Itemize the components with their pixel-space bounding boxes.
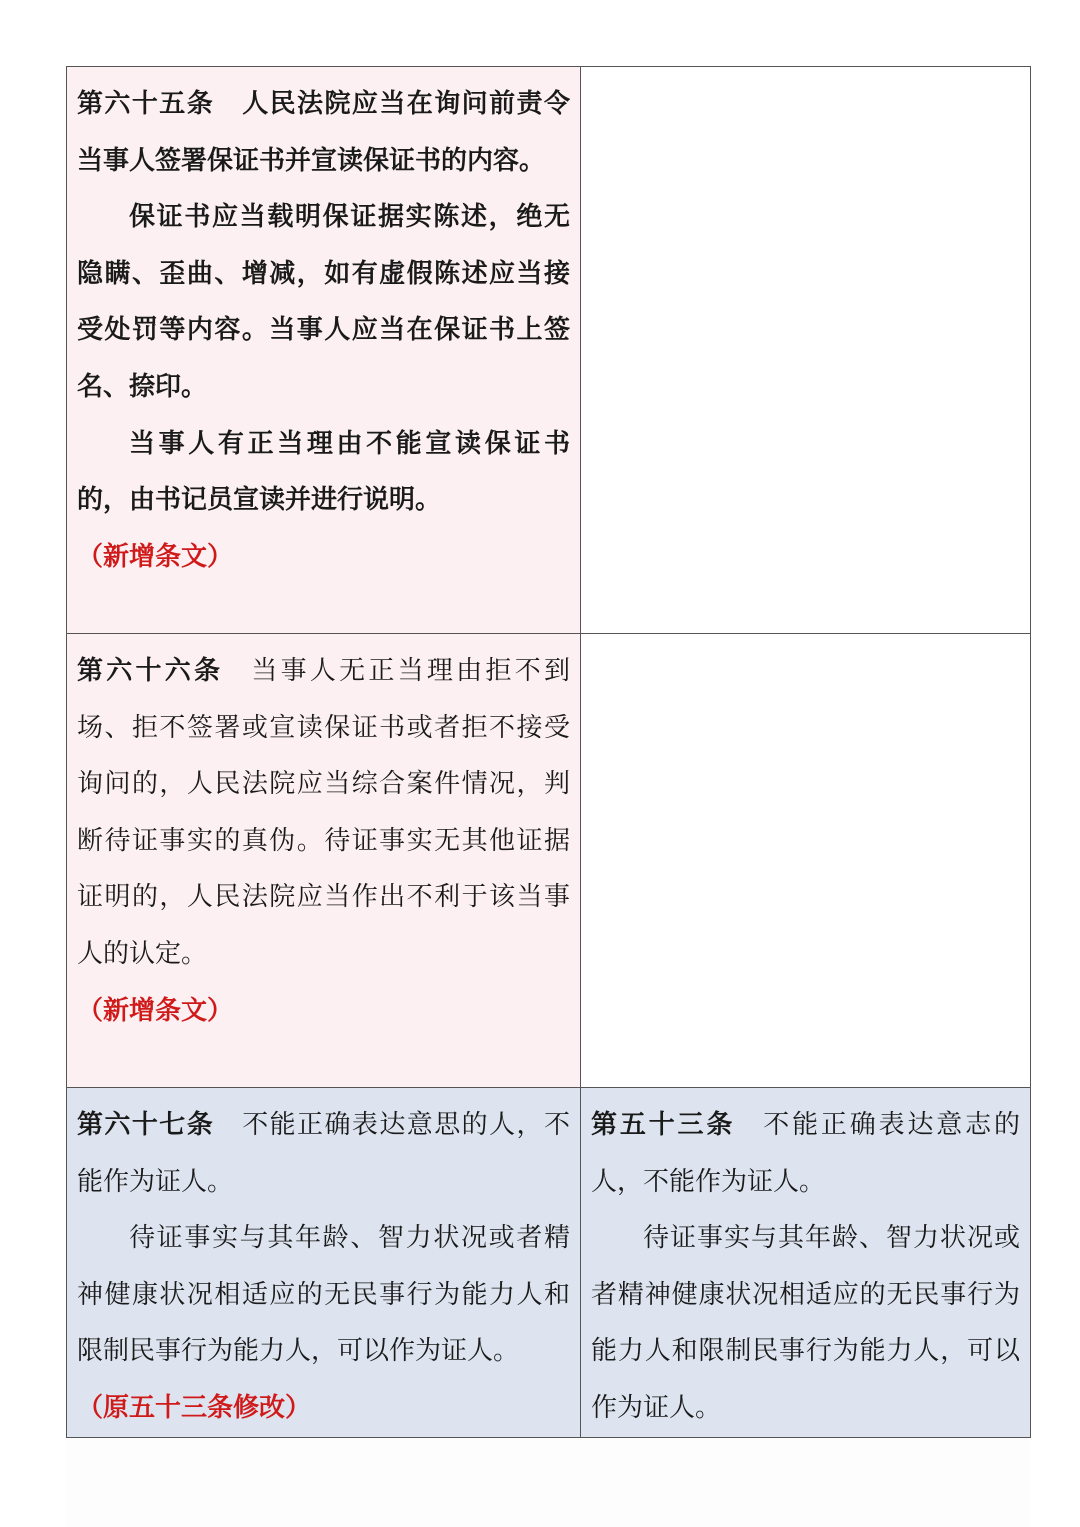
article-heading: 第六十六条 <box>77 656 224 686</box>
article-paragraph: 待证事实与其年龄、智力状况或者精神健康状况相适应的无民事行为能力人和限制民事行为能力人，可以作为证人。 <box>77 1223 570 1367</box>
comparison-table <box>66 66 1031 1438</box>
article-first-paragraph <box>77 643 570 983</box>
article-heading: 第五十三条 <box>591 1110 736 1140</box>
table-row <box>67 1088 1031 1438</box>
article-first-paragraph <box>77 1097 570 1210</box>
change-note: （原五十三条修改） <box>77 1392 312 1423</box>
old-article-cell-empty <box>581 634 1031 1088</box>
article-heading: 第六十七条 <box>77 1110 215 1140</box>
old-article-cell-empty <box>581 67 1031 634</box>
article-text: 不能正确表达意思的人，不能作为证人。 <box>77 1110 570 1197</box>
new-article-cell <box>67 67 581 634</box>
article-paragraph: 保证书应当载明保证据实陈述，绝无隐瞒、歪曲、增减，如有虚假陈述应当接受处罚等内容。当事人应当在保证书上签名、捺印。 <box>77 202 570 402</box>
change-note: （新增条文） <box>77 541 234 572</box>
article-text: 人民法院应当在询问前责令当事人签署保证书并宣读保证书的内容。 <box>77 89 570 176</box>
new-article-cell <box>67 1088 581 1438</box>
new-article-cell <box>67 634 581 1088</box>
article-first-paragraph <box>77 76 570 189</box>
article-paragraph: 当事人有正当理由不能宣读保证书的，由书记员宣读并进行说明。 <box>77 428 570 516</box>
table-row <box>67 634 1031 1088</box>
old-article-cell <box>581 1088 1031 1438</box>
article-first-paragraph <box>591 1097 1020 1210</box>
article-text: 不能正确表达意志的人，不能作为证人。 <box>591 1110 1020 1197</box>
article-paragraph: 待证事实与其年龄、智力状况或者精神健康状况相适应的无民事行为能力人和限制民事行为能力人，可以作为证人。 <box>591 1223 1020 1423</box>
change-note: （新增条文） <box>77 995 234 1026</box>
page-bottom-area <box>66 1428 1030 1527</box>
article-text: 当事人无正当理由拒不到场、拒不签署或宣读保证书或者拒不接受询问的，人民法院应当综合案件情况，判断待证事实的真伪。待证事实无其他证据证明的，人民法院应当作出不利于该当事人的认定。 <box>77 656 570 969</box>
table-row <box>67 67 1031 634</box>
article-heading: 第六十五条 <box>77 89 215 119</box>
